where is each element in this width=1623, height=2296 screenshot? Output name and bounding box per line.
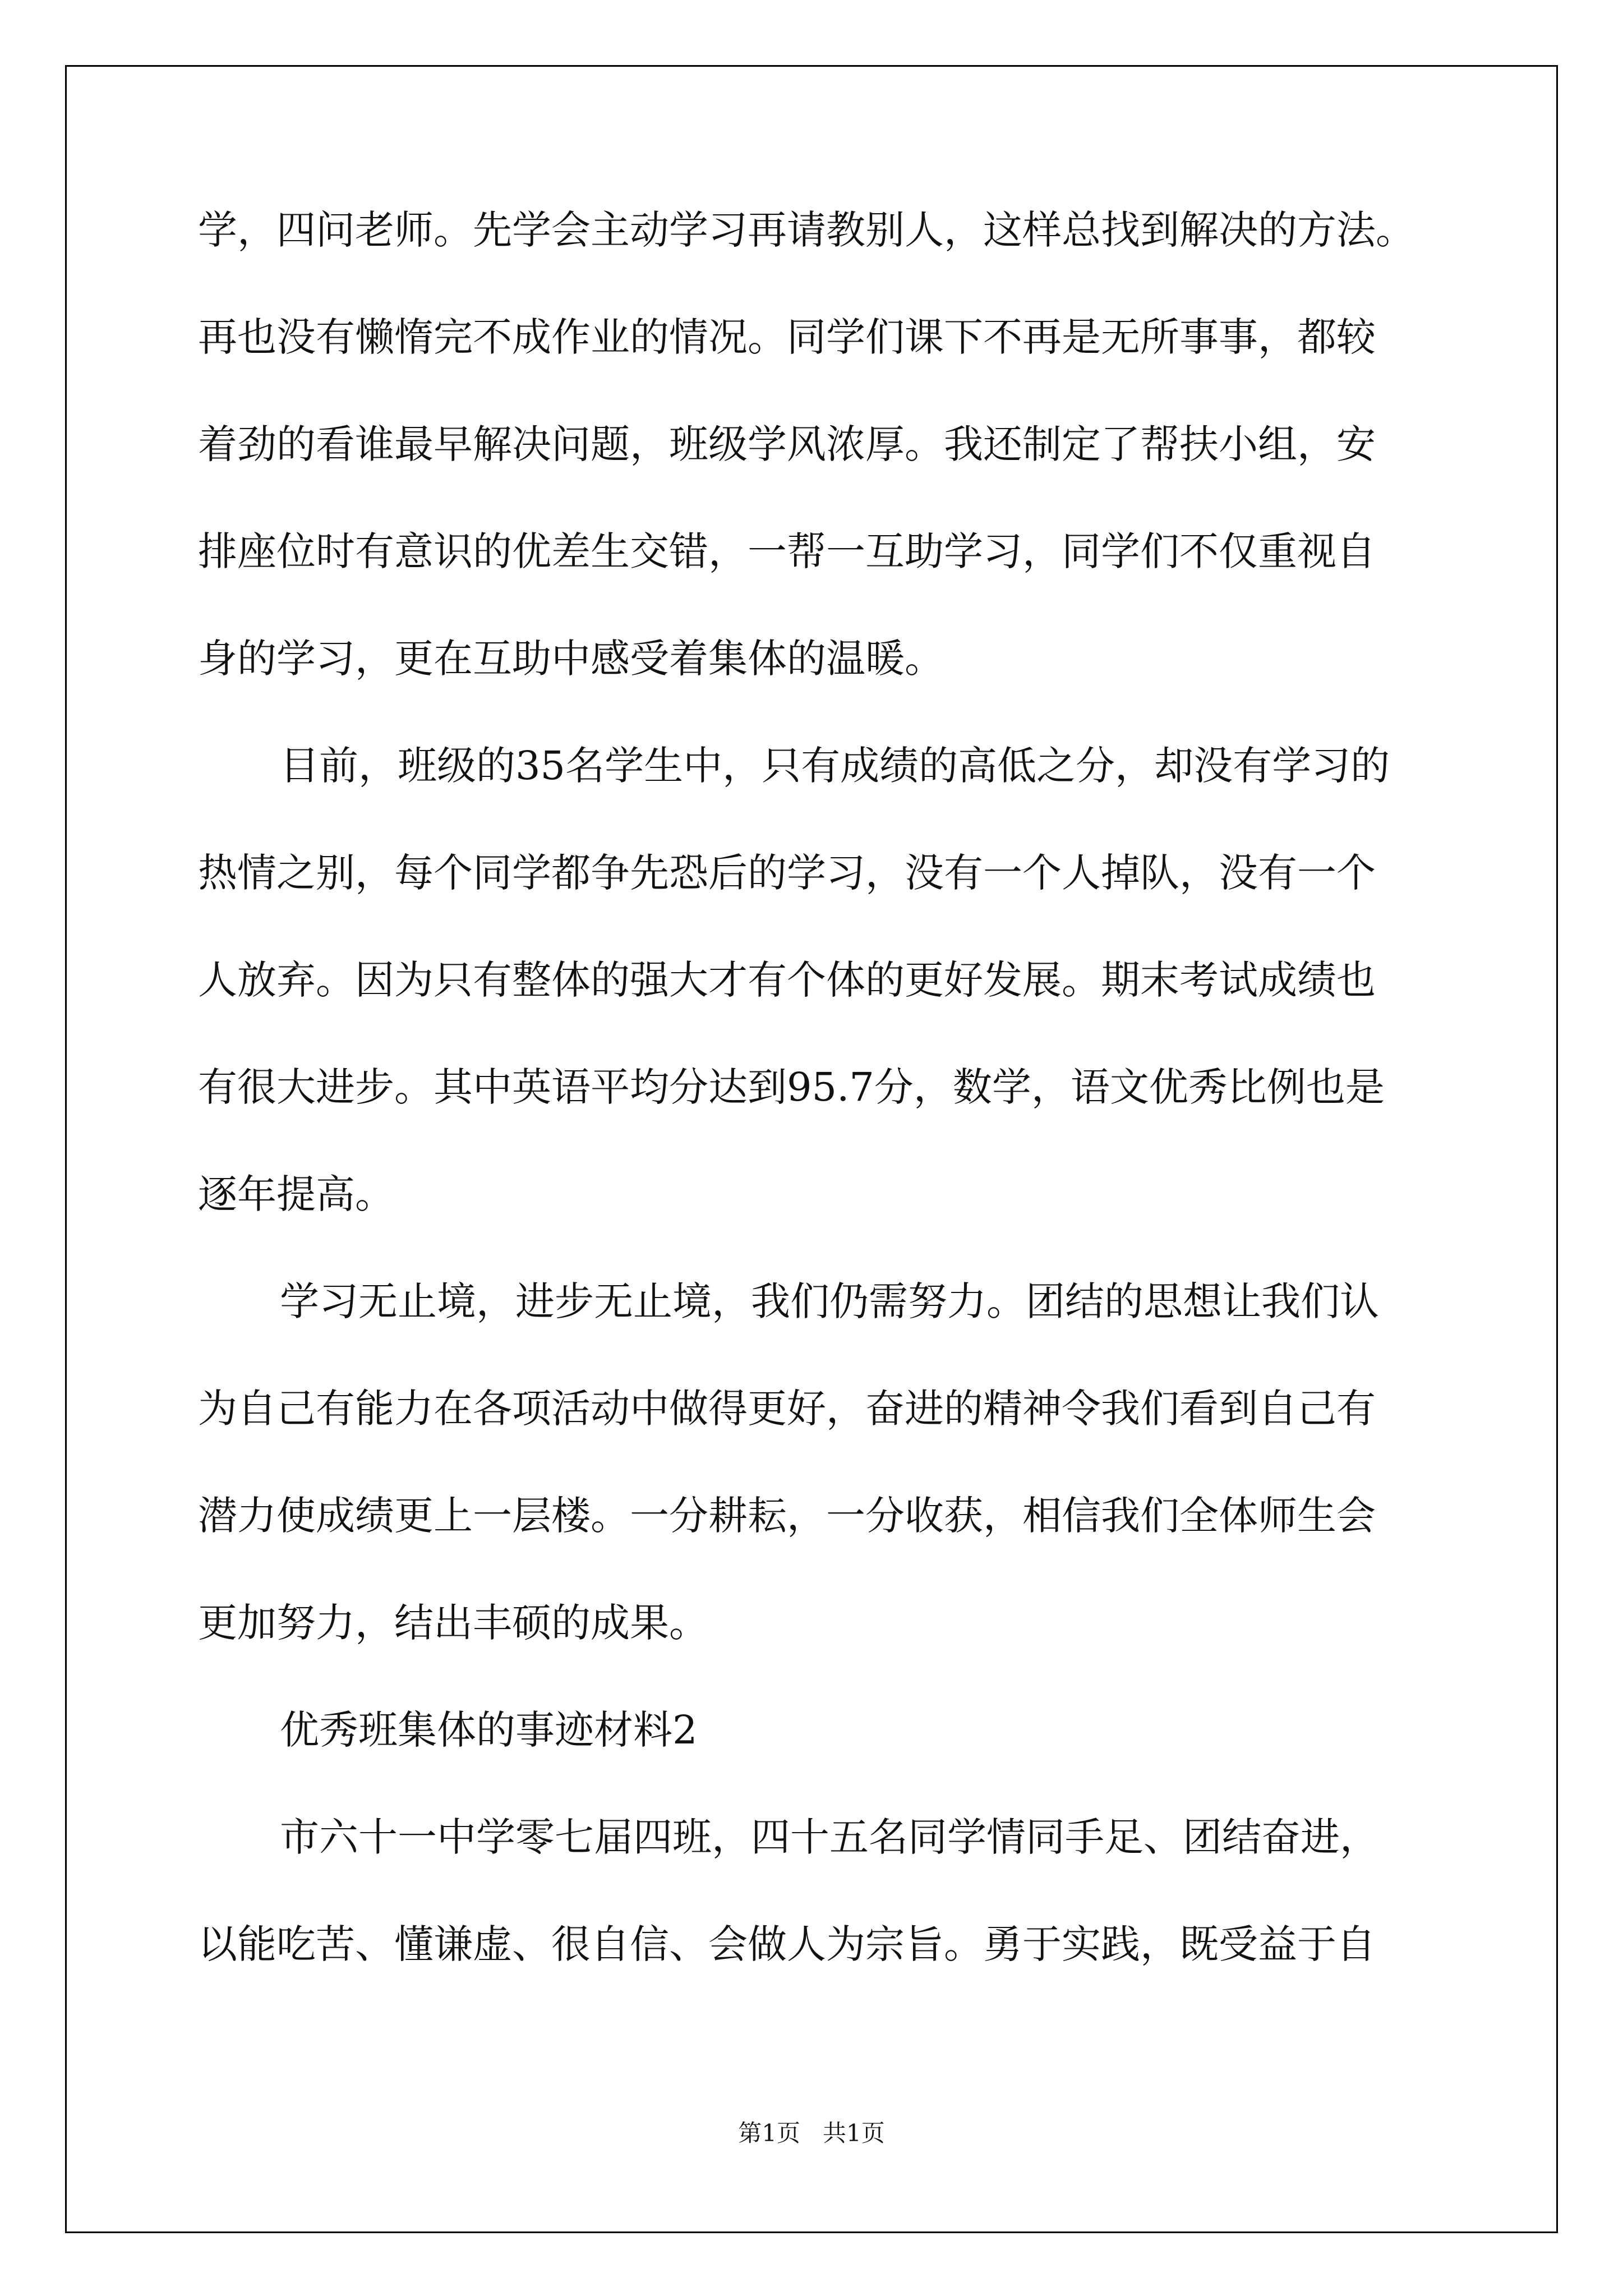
text-line-4: 排座位时有意识的优差生交错，一帮一互助学习，同学们不仅重视自 <box>198 528 1376 574</box>
paragraph-start-2: 学习无止境，进步无止境，我们仍需努力。团结的思想让我们认 <box>280 1278 1379 1324</box>
text-line-3: 着劲的看谁最早解决问题，班级学风浓厚。我还制定了帮扶小组，安 <box>198 421 1376 467</box>
text-line-9: 有很大进步。其中英语平均分达到95.7分，数学，语文优秀比例也是 <box>198 1064 1385 1110</box>
text-line-12: 为自己有能力在各项活动中做得更好，奋进的精神令我们看到自己有 <box>198 1386 1376 1432</box>
section-heading: 优秀班集体的事迹材料2 <box>280 1707 698 1753</box>
text-line-2: 再也没有懒惰完不成作业的情况。同学们课下不再是无所事事，都较 <box>198 314 1376 360</box>
text-line-17: 以能吃苦、懂谦虚、很自信、会做人为宗旨。勇于实践，既受益于自 <box>198 1921 1376 1967</box>
text-line-7: 热情之别，每个同学都争先恐后的学习，没有一个人掉队，没有一个 <box>198 850 1376 896</box>
text-line-1: 学，四问老师。先学会主动学习再请教别人，这样总找到解决的方法。 <box>198 207 1415 253</box>
paragraph-start-1: 目前，班级的35名学生中，只有成绩的高低之分，却没有学习的 <box>280 743 1390 789</box>
text-line-10: 逐年提高。 <box>198 1171 394 1217</box>
text-line-5: 身的学习，更在互助中感受着集体的温暖。 <box>198 636 944 682</box>
text-line-14: 更加努力，结出丰硕的成果。 <box>198 1600 708 1646</box>
paragraph-start-3: 市六十一中学零七届四班，四十五名同学情同手足、团结奋进， <box>280 1814 1379 1860</box>
text-line-8: 人放弃。因为只有整体的强大才有个体的更好发展。期末考试成绩也 <box>198 957 1376 1003</box>
page-border <box>65 65 1558 2233</box>
text-line-13: 潜力使成绩更上一层楼。一分耕耘，一分收获，相信我们全体师生会 <box>198 1493 1376 1539</box>
page-footer: 第1页 共1页 <box>738 2119 885 2147</box>
